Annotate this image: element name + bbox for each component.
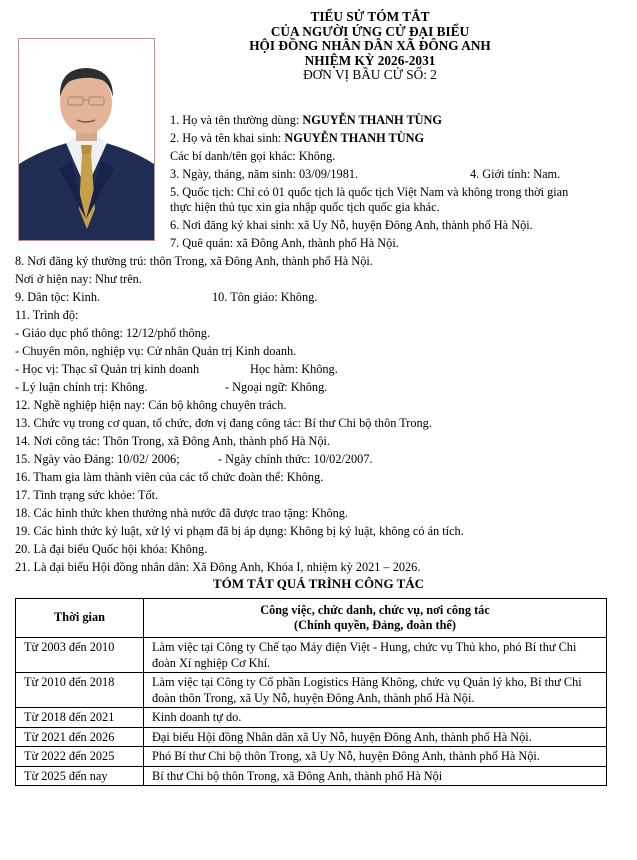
item-10-religion: 10. Tôn giáo: Không. [212,290,318,304]
row-time: Từ 2018 đến 2021 [16,708,144,728]
item-8-permanent-residence: 8. Nơi đăng ký thường trú: thôn Trong, xã Đông Anh, thành phố Hà Nội. [15,254,373,268]
item-11-education: 11. Trình độ: [15,308,79,322]
row-time: Từ 2021 đến 2026 [16,727,144,747]
career-section-title: TÓM TẮT QUÁ TRÌNH CÔNG TÁC [212,576,425,591]
education-degree: - Học vị: Thạc sĩ Quản trị kinh doanh [15,362,200,376]
item-5-nationality: 5. Quốc tịch: Chỉ có 01 quốc tịch là quốc tịch Việt Nam và không trong thời gian [170,185,569,199]
row-time: Từ 2025 đến nay [16,766,144,786]
item-20-national-assembly: 20. Là đại biểu Quốc hội khóa: Không. [15,542,208,556]
header-title: TIỂU SỬ TÓM TẮT [310,9,430,24]
header-electoral-unit: ĐƠN VỊ BẦU CỬ SỐ: 2 [303,67,437,83]
item-9-ethnicity: 9. Dân tộc: Kinh. [15,290,101,304]
candidate-name: NGUYỄN THANH TÙNG [302,113,442,127]
item-7-hometown: 7. Quê quán: xã Đông Anh, thành phố Hà Nội. [170,236,399,250]
party-official-date: - Ngày chính thức: 10/02/2007. [218,452,373,466]
column-header-work-line2: (Chính quyền, Đảng, đoàn thể) [294,618,456,632]
table-row [16,708,607,728]
career-table-header [16,599,607,638]
education-language: - Ngoại ngữ: Không. [225,380,328,394]
item-17-health: 17. Tình trạng sức khỏe: Tốt. [15,488,159,502]
table-row [16,747,607,767]
row-work: Phó Bí thư Chi bộ thôn Trong, xã Uy Nỗ, huyện Đông Anh, thành phố Hà Nội. [144,747,607,767]
header-subtitle: CỦA NGƯỜI ỨNG CỬ ĐẠI BIỂU [270,23,470,39]
header-council: HỘI ĐỒNG NHÂN DÂN XÃ ĐÔNG ANH [249,38,491,54]
table-row [16,673,607,708]
row-time: Từ 2010 đến 2018 [16,673,144,708]
item-16-organizations: 16. Tham gia làm thành viên của các tổ chức đoàn thể: Không. [15,470,324,484]
item-1-common-name [170,113,442,128]
row-work: Kinh doanh tự do. [144,708,607,728]
item-3-dob: 3. Ngày, tháng, năm sinh: 03/09/1981. [170,167,359,181]
item-5-nationality-cont: thực hiện thủ tục xin gia nhập quốc tịch quốc gia khác. [170,200,440,214]
table-row [16,766,607,786]
row-time: Từ 2003 đến 2010 [16,638,144,673]
row-work: Làm việc tại Công ty Cổ phần Logistics Hàng Không, chức vụ Quản lý kho, Bí thư Chi đoàn thôn Trong, xã Uy Nỗ, huyện Đông Anh, thành phố Hà Nội. [144,673,607,708]
item-12-occupation: 12. Nghề nghiệp hiện nay: Cán bộ không chuyên trách. [15,398,287,412]
item-18-awards: 18. Các hình thức khen thưởng nhà nước đã được trao tặng: Không. [15,506,349,520]
education-general: - Giáo dục phổ thông: 12/12/phổ thông. [15,326,211,340]
row-work: Làm việc tại Công ty Chế tạo Máy điện Việt - Hung, chức vụ Thủ kho, phó Bí thư Chi đoàn Xí nghiệp Cơ Khí. [144,638,607,673]
table-row [16,638,607,673]
education-politics: - Lý luận chính trị: Không. [15,380,148,394]
row-work: Đại biểu Hội đồng Nhân dân xã Uy Nỗ, huyện Đông Anh, thành phố Hà Nội. [144,727,607,747]
portrait-image [19,39,154,240]
current-residence: Nơi ở hiện nay: Như trên. [15,272,142,286]
candidate-photo [18,38,155,241]
item-15-party-join: 15. Ngày vào Đảng: 10/02/ 2006; [15,452,180,466]
row-time: Từ 2022 đến 2025 [16,747,144,767]
table-row [16,727,607,747]
column-header-work-line1: Công việc, chức danh, chức vụ, nơi công tác [260,602,490,617]
column-header-time: Thời gian [16,599,144,638]
career-table [15,598,607,786]
item-14-workplace: 14. Nơi công tác: Thôn Trong, xã Đông Anh, thành phố Hà Nội. [15,434,331,448]
item-2-label: 2. Họ và tên khai sinh: [170,131,285,145]
education-academic-title: Học hàm: Không. [250,362,338,376]
birth-name: NGUYỄN THANH TÙNG [284,131,425,145]
header-term: NHIỆM KỲ 2026-2031 [304,52,436,68]
document-header [170,10,570,83]
alias: Các bí danh/tên gọi khác: Không. [170,149,336,163]
education-major: - Chuyên môn, nghiệp vụ: Cử nhân Quản trị Kinh doanh. [15,344,297,358]
item-2-birth-name [170,131,424,146]
item-6-birth-registration: 6. Nơi đăng ký khai sinh: xã Uy Nỗ, huyện Đông Anh, thành phố Hà Nội. [170,218,533,232]
item-13-position: 13. Chức vụ trong cơ quan, tổ chức, đơn vị đang công tác: Bí thư Chi bộ thôn Trong. [15,416,432,430]
column-header-work [144,599,607,638]
item-4-gender: 4. Giới tính: Nam. [470,167,561,181]
item-19-discipline: 19. Các hình thức kỷ luật, xử lý vi phạm đã bị áp dụng: Không bị kỷ luật, không có án tích. [15,524,464,538]
item-21-council: 21. Là đại biểu Hội đồng nhân dân: Xã Đông Anh, Khóa I, nhiệm kỳ 2021 – 2026. [15,560,421,574]
row-work: Bí thư Chi bộ thôn Trong, xã Đông Anh, thành phố Hà Nội [144,766,607,786]
item-1-label: 1. Họ và tên thường dùng: [170,113,303,127]
